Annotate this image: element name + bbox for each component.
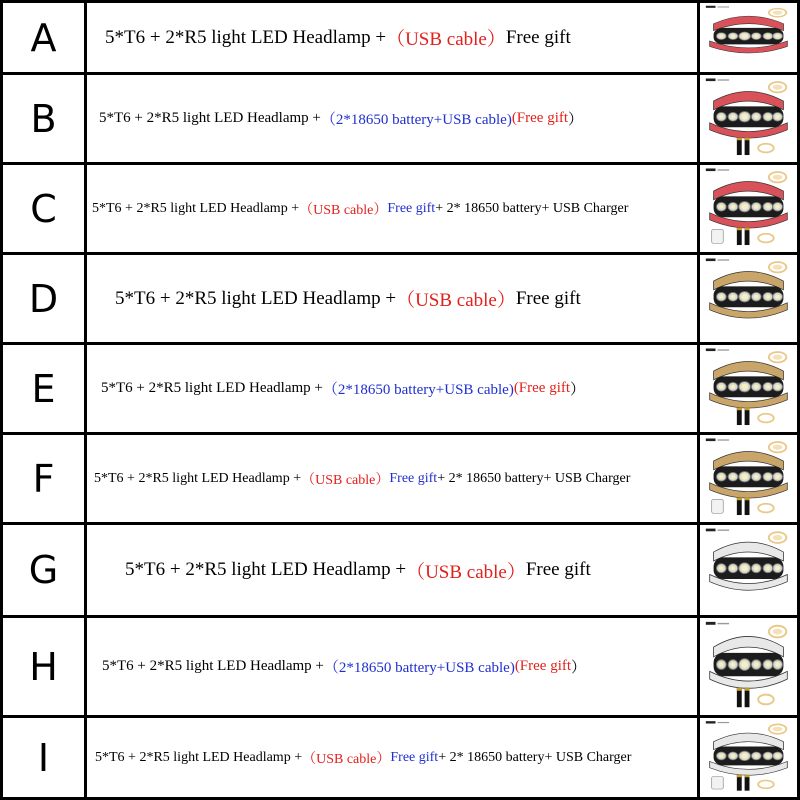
description-main: 5*T6 + 2*R5 light LED Headlamp +	[95, 749, 303, 765]
option-description	[87, 618, 712, 715]
option-row-a[interactable]	[3, 3, 797, 75]
option-row-i[interactable]	[3, 718, 797, 797]
option-description	[87, 165, 702, 252]
description-free-gift: Free gift	[390, 749, 439, 765]
description-free-gift: Free gift	[525, 559, 591, 580]
option-row-e[interactable]	[3, 345, 797, 435]
description-free-gift: Free gift	[515, 287, 581, 309]
headlamp-product-icon	[697, 525, 797, 615]
description-battery-cable: （2*18650 battery+USB cable)	[320, 112, 512, 128]
description-usb-cable: （USB cable）	[386, 29, 506, 50]
option-letter: A	[3, 3, 87, 72]
option-description	[87, 525, 735, 615]
description-free-gift: (Free gift	[511, 110, 569, 126]
description-usb-cable: （USB cable）	[299, 202, 388, 218]
description-main: 5*T6 + 2*R5 light LED Headlamp +	[105, 26, 387, 48]
option-row-h[interactable]	[3, 618, 797, 718]
option-letter: C	[3, 165, 87, 252]
headlamp-product-icon	[697, 75, 797, 162]
description-usb-cable: （USB cable）	[396, 290, 516, 311]
description-free-gift: (Free gift	[514, 658, 572, 674]
description-usb-cable: （USB cable）	[302, 751, 391, 767]
description-close-paren: ）	[571, 660, 587, 676]
headlamp-product-icon	[697, 255, 797, 342]
option-description	[87, 718, 705, 797]
option-letter: E	[3, 345, 87, 432]
option-row-d[interactable]	[3, 255, 797, 345]
headlamp-product-icon	[697, 718, 797, 797]
headlamp-product-icon	[697, 345, 797, 432]
description-usb-cable: （USB cable）	[406, 561, 526, 583]
headlamp-product-icon	[697, 165, 797, 252]
description-charger: + 2* 18650 battery+ USB Charger	[437, 470, 631, 486]
option-letter: B	[3, 75, 87, 162]
option-description	[87, 255, 725, 342]
description-main: 5*T6 + 2*R5 light LED Headlamp +	[94, 470, 302, 486]
description-usb-cable: （USB cable）	[301, 472, 390, 488]
option-row-g[interactable]	[3, 525, 797, 618]
option-letter: I	[3, 718, 87, 797]
option-description	[87, 345, 711, 432]
description-charger: + 2* 18650 battery+ USB Charger	[435, 200, 629, 216]
description-close-paren: ）	[570, 382, 586, 398]
option-description	[87, 435, 704, 522]
description-main: 5*T6 + 2*R5 light LED Headlamp +	[101, 380, 323, 396]
description-free-gift: Free gift	[387, 200, 436, 216]
description-main: 5*T6 + 2*R5 light LED Headlamp +	[102, 658, 324, 674]
description-free-gift: Free gift	[505, 26, 571, 48]
headlamp-product-icon	[697, 435, 797, 522]
description-free-gift: Free gift	[389, 470, 438, 486]
option-description	[87, 75, 709, 162]
option-letter: G	[3, 525, 87, 615]
description-main: 5*T6 + 2*R5 light LED Headlamp +	[99, 110, 321, 126]
description-free-gift: (Free gift	[513, 380, 571, 396]
description-close-paren: ）	[568, 112, 584, 128]
description-main: 5*T6 + 2*R5 light LED Headlamp +	[125, 559, 407, 580]
option-row-f[interactable]	[3, 435, 797, 525]
option-row-b[interactable]	[3, 75, 797, 165]
option-letter: D	[3, 255, 87, 342]
headlamp-product-icon	[697, 3, 797, 72]
option-letter: H	[3, 618, 87, 715]
option-row-c[interactable]	[3, 165, 797, 255]
description-charger: + 2* 18650 battery+ USB Charger	[438, 749, 632, 765]
option-letter: F	[3, 435, 87, 522]
option-description	[87, 3, 715, 72]
description-battery-cable: （2*18650 battery+USB cable)	[322, 382, 514, 398]
description-main: 5*T6 + 2*R5 light LED Headlamp +	[92, 200, 300, 216]
headlamp-product-icon	[697, 618, 797, 715]
description-main: 5*T6 + 2*R5 light LED Headlamp +	[115, 287, 397, 309]
description-battery-cable: （2*18650 battery+USB cable)	[323, 660, 515, 676]
